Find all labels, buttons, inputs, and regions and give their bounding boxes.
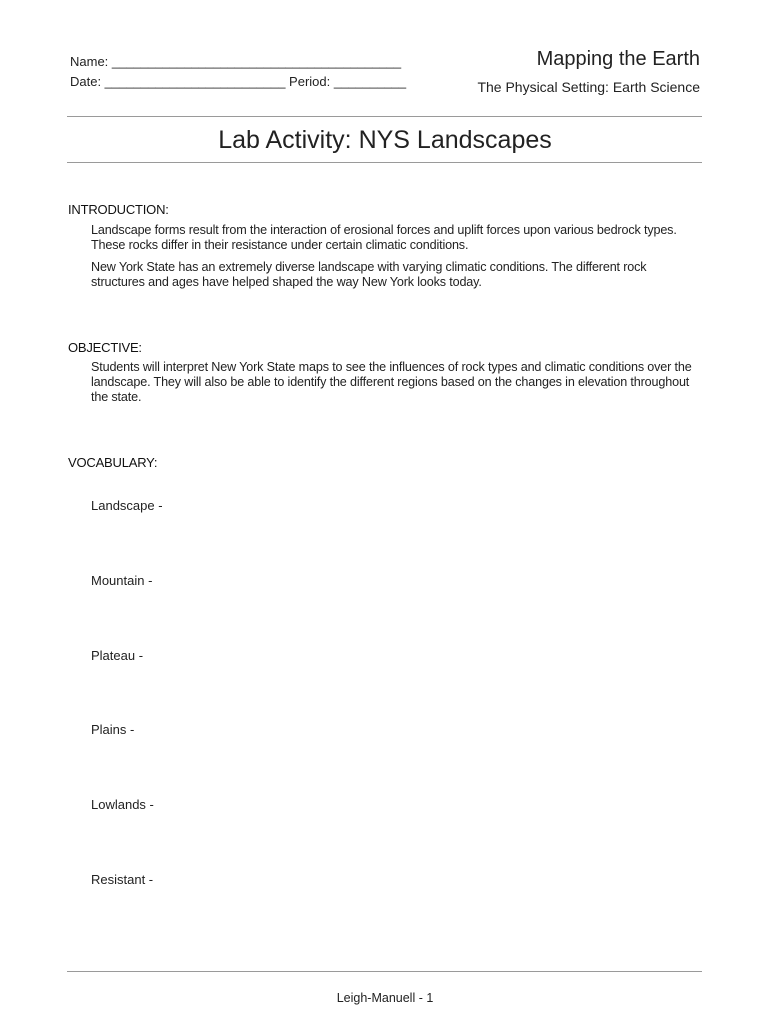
- date-period-field-line[interactable]: Date: _________________________ Period: __________: [70, 74, 407, 89]
- introduction-paragraph-2: New York State has an extremely diverse landscape with varying climatic conditions. The different rock structures and ages have helped shaped the way New York looks today.: [91, 260, 647, 289]
- top-rule: [67, 116, 702, 117]
- course-subtitle: The Physical Setting: Earth Science: [477, 79, 700, 95]
- vocab-term-plains: Plains -: [91, 722, 135, 737]
- footer-rule: [67, 971, 702, 972]
- vocab-term-mountain: Mountain -: [91, 573, 153, 588]
- page-title: Lab Activity: NYS Landscapes: [218, 126, 552, 154]
- unit-title: Mapping the Earth: [536, 48, 700, 70]
- objective-paragraph: Students will interpret New York State maps to see the influences of rock types and climatic conditions over the landscape. They will also be able to identify the different regions based on the changes in elevation throughout the state.: [91, 360, 692, 404]
- introduction-heading: INTRODUCTION:: [68, 202, 169, 217]
- page-footer: Leigh-Manuell - 1: [336, 991, 434, 1005]
- vocabulary-heading: VOCABULARY:: [68, 455, 158, 470]
- vocab-term-resistant: Resistant -: [91, 872, 154, 887]
- vocab-term-lowlands: Lowlands -: [91, 797, 154, 812]
- vocab-term-landscape: Landscape -: [91, 498, 163, 513]
- vocab-term-plateau: Plateau -: [91, 648, 144, 663]
- title-rule: [67, 162, 702, 163]
- name-field-line[interactable]: Name: ________________________________________: [70, 54, 402, 69]
- objective-heading: OBJECTIVE:: [68, 340, 142, 355]
- introduction-paragraph-1: Landscape forms result from the interaction of erosional forces and uplift forces upon various bedrock types. These rocks differ in their resistance under certain climatic conditions.: [91, 223, 677, 252]
